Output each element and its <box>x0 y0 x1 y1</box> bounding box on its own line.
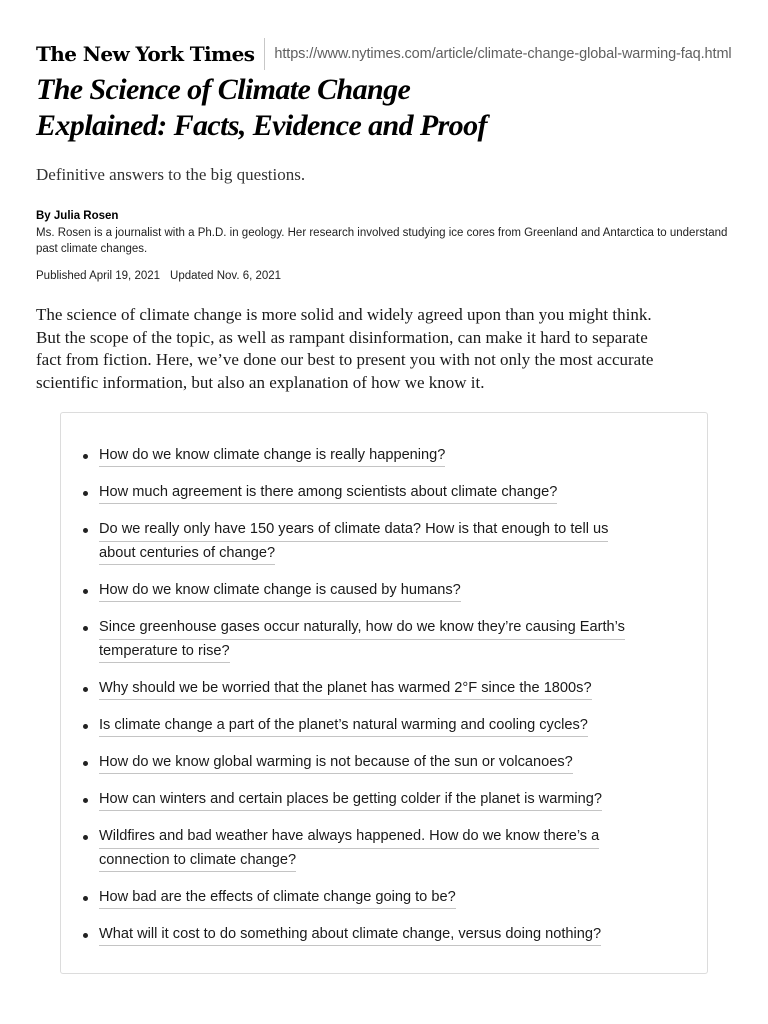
intro-line: fact from fiction. Here, we’ve done our best to present you with not only the most accurate <box>36 350 654 370</box>
faq-link[interactable] <box>99 825 689 872</box>
faq-link-line: Since greenhouse gases occur naturally, how do we know they’re causing Earth’s <box>99 616 625 640</box>
faq-item <box>99 714 689 737</box>
faq-link-line: about centuries of change? <box>99 542 275 566</box>
page-title <box>36 72 736 144</box>
faq-item <box>99 677 689 700</box>
faq-link[interactable] <box>99 616 689 663</box>
faq-item <box>99 788 689 811</box>
faq-item <box>99 923 689 946</box>
faq-item <box>99 886 689 909</box>
faq-item <box>99 825 689 872</box>
faq-link[interactable]: What will it cost to do something about climate change, versus doing nothing? <box>99 924 601 946</box>
faq-item <box>99 579 689 602</box>
faq-link[interactable]: Is climate change a part of the planet’s natural warming and cooling cycles? <box>99 715 588 737</box>
article-url: https://www.nytimes.com/article/climate-change-global-warming-faq.html <box>274 46 732 62</box>
updated-date: Updated Nov. 6, 2021 <box>170 270 282 282</box>
masthead <box>36 38 732 70</box>
faq-link[interactable]: How can winters and certain places be getting colder if the planet is warming? <box>99 789 602 811</box>
headline-line: The Science of Climate Change <box>36 73 411 106</box>
masthead-divider <box>264 38 265 70</box>
faq-link[interactable]: How do we know climate change is really happening? <box>99 445 445 467</box>
intro-line: scientific information, but also an explanation of how we know it. <box>36 373 485 393</box>
nyt-logo[interactable]: The New York Times <box>36 42 255 66</box>
faq-item <box>99 481 689 504</box>
faq-item <box>99 444 689 467</box>
faq-link[interactable]: Why should we be worried that the planet has warmed 2°F since the 1800s? <box>99 678 592 700</box>
faq-item <box>99 518 689 565</box>
intro-line: The science of climate change is more solid and widely agreed upon than you might think. <box>36 305 652 324</box>
faq-link-line: temperature to rise? <box>99 640 230 664</box>
intro-paragraph <box>36 304 736 395</box>
faq-link-line: connection to climate change? <box>99 849 296 873</box>
headline-line: Explained: Facts, Evidence and Proof <box>36 109 487 142</box>
author-bio: Ms. Rosen is a journalist with a Ph.D. in geology. Her research involved studying ice cores from Greenland and Antarctica to understand past climate changes. <box>36 227 728 255</box>
faq-list <box>99 444 689 960</box>
faq-item <box>99 751 689 774</box>
byline: By Julia Rosen <box>36 210 119 222</box>
article-summary: Definitive answers to the big questions. <box>36 165 306 184</box>
intro-line: But the scope of the topic, as well as rampant disinformation, can make it hard to separate <box>36 327 648 347</box>
faq-item <box>99 616 689 663</box>
faq-link[interactable]: How bad are the effects of climate change going to be? <box>99 887 456 909</box>
faq-link[interactable]: How do we know global warming is not because of the sun or volcanoes? <box>99 752 573 774</box>
faq-link[interactable] <box>99 518 689 565</box>
faq-link[interactable]: How do we know climate change is caused by humans? <box>99 580 461 602</box>
published-date: Published April 19, 2021 <box>36 270 161 282</box>
faq-link-line: Wildfires and bad weather have always happened. How do we know there’s a <box>99 825 599 849</box>
faq-link-line: Do we really only have 150 years of climate data? How is that enough to tell us <box>99 518 608 542</box>
faq-link[interactable]: How much agreement is there among scientists about climate change? <box>99 482 557 504</box>
article-dates <box>36 268 281 284</box>
faq-box <box>60 412 708 974</box>
